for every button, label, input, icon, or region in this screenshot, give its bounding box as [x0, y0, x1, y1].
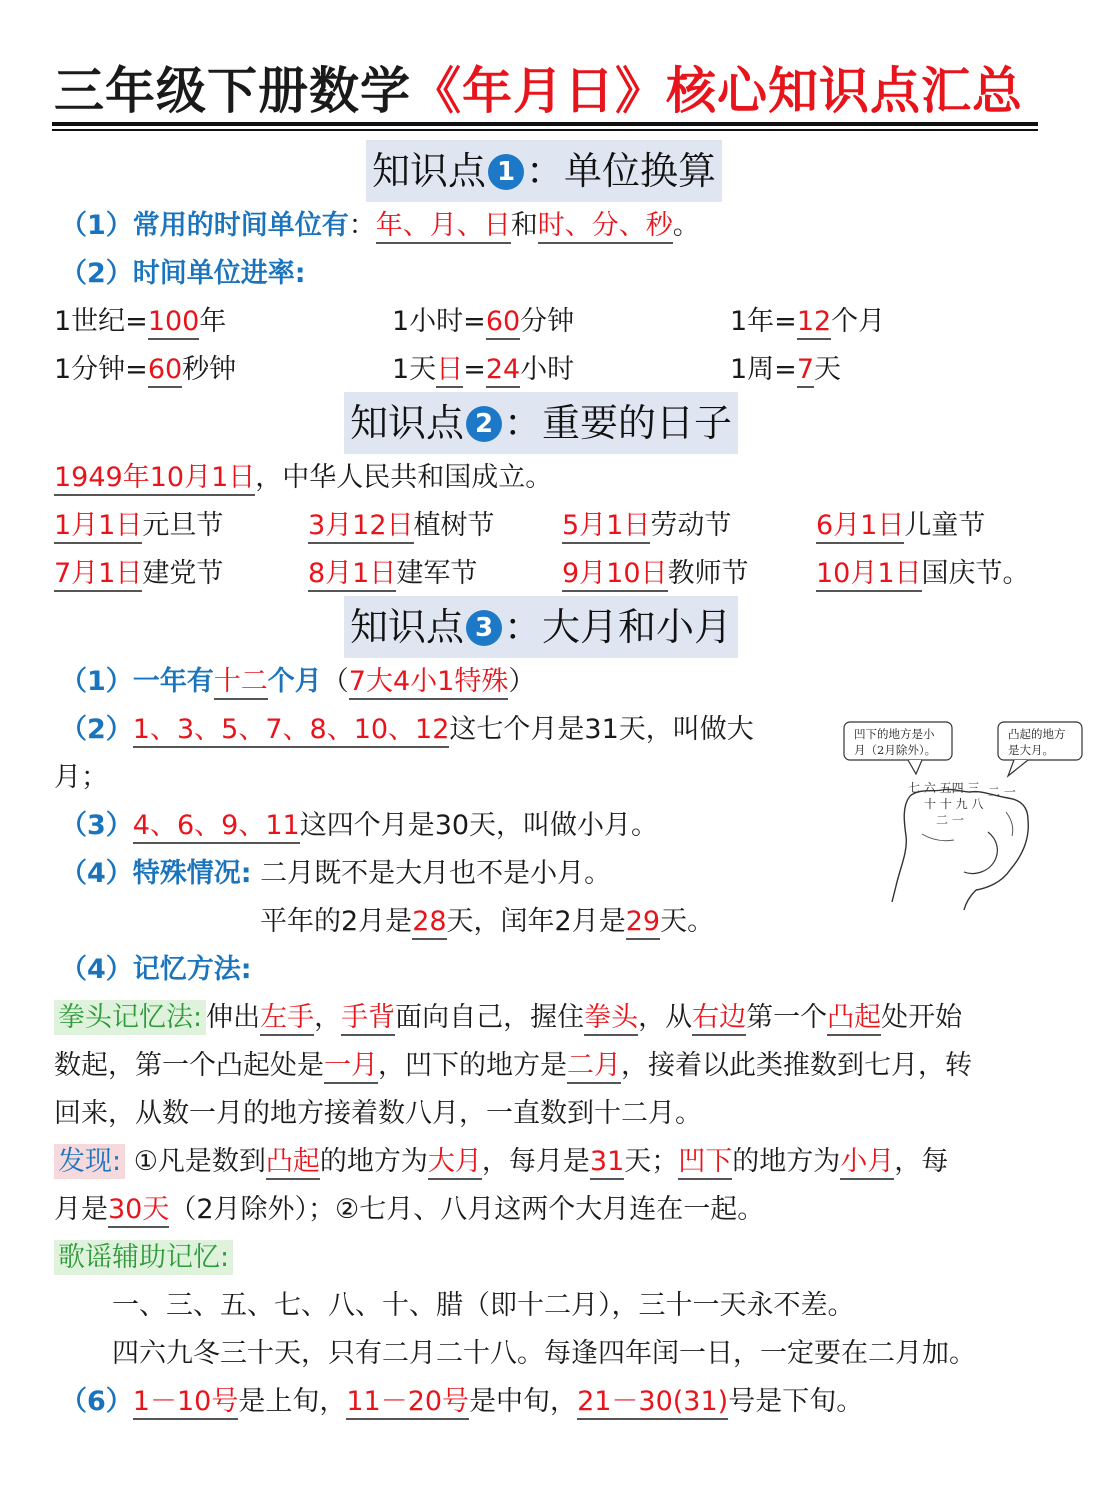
discovery-text: 月是 — [54, 1194, 108, 1225]
section-heading-1 — [366, 140, 722, 202]
rate-value: 100 — [148, 306, 200, 340]
units-line — [60, 206, 700, 246]
fist-keyword: 左手 — [260, 1002, 314, 1036]
rate-value: 日 — [436, 354, 463, 388]
section-heading-text: ：单位换算 — [526, 149, 717, 193]
rate-item — [54, 350, 236, 390]
item-label: （3） — [60, 810, 133, 841]
discovery-tag: 发现: — [54, 1144, 125, 1179]
discovery-text: 的地方为 — [732, 1146, 841, 1177]
ten-day-periods-line — [60, 1382, 863, 1422]
holiday-item — [54, 554, 223, 594]
number-badge-icon: 2 — [466, 406, 502, 442]
month-split: 7大4小1特殊 — [349, 666, 509, 700]
fist-keyword: 右边 — [692, 1002, 746, 1036]
holiday-item — [816, 554, 1030, 594]
section-heading-text: 知识点 — [372, 149, 487, 193]
period-range: 21－30(31) — [577, 1386, 728, 1420]
big-months-text: 这七个月是31天，叫做大 — [449, 714, 754, 745]
fist-text: ， — [314, 1002, 342, 1033]
song-tag: 歌谣辅助记忆: — [54, 1240, 233, 1275]
february-text: 天，闰年2月是 — [446, 906, 626, 937]
special-case-text: 二月既不是大月也不是小月。 — [251, 858, 612, 889]
rate-text: 1分钟= — [54, 354, 148, 385]
holiday-name: 劳动节 — [650, 510, 732, 541]
fist-keyword: 手背 — [341, 1002, 395, 1036]
holiday-item — [308, 506, 495, 546]
rate-text: 1周= — [730, 354, 797, 385]
rates-label-text: （2）时间单位进率: — [60, 258, 306, 289]
holiday-date: 5月1日 — [562, 510, 650, 544]
rate-text: 1小时= — [392, 306, 486, 337]
holiday-date: 3月12日 — [308, 510, 414, 544]
february-text: 平年的2月是 — [260, 906, 413, 937]
fist-text: 处开始 — [881, 1002, 963, 1033]
bubble-left-text: 凹下的地方是小 — [854, 727, 935, 741]
thumb-line — [964, 832, 997, 874]
founding-line — [54, 458, 552, 498]
discovery-text: ，每 — [894, 1146, 949, 1177]
section-heading-2 — [344, 392, 738, 454]
number-badge-icon: 1 — [488, 154, 524, 190]
period-text: 是中旬， — [469, 1386, 578, 1417]
holiday-name: 建军节 — [396, 558, 478, 589]
bubble-left-text: 月（2月除外）。 — [854, 743, 937, 757]
song-text: 一、三、五、七、八、十、腊（即十二月），三十一天永不差。 — [112, 1290, 855, 1321]
fist-month-labels: 七 六 五四 三 — [908, 781, 980, 795]
holiday-item — [308, 554, 477, 594]
discovery-keyword: 大月 — [428, 1146, 482, 1180]
fist-method-tag: 拳头记忆法: — [54, 1000, 206, 1035]
holiday-name: 植树节 — [413, 510, 495, 541]
fist-month-labels: 二 一 — [936, 813, 964, 827]
bubble-right-text: 是大月。 — [1008, 743, 1054, 757]
fist-text: 回来，从数一月的地方接着数八月，一直数到十二月。 — [54, 1098, 702, 1129]
rates-label — [60, 254, 306, 294]
fist-keyword: 一月 — [324, 1050, 378, 1084]
special-case-label: （4）特殊情况: — [60, 858, 252, 889]
holiday-date: 1月1日 — [54, 510, 142, 544]
fist-method-line-2 — [54, 1046, 972, 1086]
month-count-unit: 个月 — [267, 666, 322, 697]
holiday-date: 10月1日 — [816, 558, 922, 592]
knuckle-crease — [922, 834, 954, 841]
holiday-item — [562, 554, 749, 594]
discovery-text: ，每月是 — [481, 1146, 590, 1177]
fist-keyword: 凸起 — [827, 1002, 881, 1036]
holiday-name: 国庆节。 — [921, 558, 1030, 589]
month-count-line — [60, 662, 535, 702]
title-rule-thin — [52, 129, 1038, 131]
units-colon: ： — [348, 210, 376, 241]
section-heading-text: ：重要的日子 — [504, 401, 733, 445]
rate-item — [730, 302, 885, 342]
rate-item — [54, 302, 226, 342]
number-badge-icon: 3 — [466, 610, 502, 646]
big-months-cont — [54, 758, 108, 798]
big-months-line — [60, 710, 754, 750]
holiday-name: 元旦节 — [142, 510, 224, 541]
memory-method-text: （4）记忆方法: — [60, 954, 252, 985]
page-title — [54, 58, 1044, 124]
section-heading-3 — [344, 596, 738, 658]
memory-method-label — [60, 950, 252, 990]
discovery-keyword: 31 — [590, 1146, 624, 1180]
holiday-date: 8月1日 — [308, 558, 396, 592]
big-months-cont-text: 月； — [54, 762, 108, 793]
discovery-text: （2月除外）；②七月、八月这两个大月连在一起。 — [169, 1194, 765, 1225]
fist-text: ，接着以此类推数到七月，转 — [621, 1050, 972, 1081]
holiday-date: 9月10日 — [562, 558, 668, 592]
fist-method-line-1 — [54, 998, 962, 1038]
holiday-date: 6月1日 — [816, 510, 904, 544]
small-months-line — [60, 806, 658, 846]
fist-keyword: 二月 — [567, 1050, 621, 1084]
holiday-item — [54, 506, 223, 546]
rate-item — [730, 350, 841, 390]
period-range: 11－20号 — [346, 1386, 469, 1420]
fist-outline-wrist — [964, 890, 976, 910]
section-heading-text: ：大月和小月 — [504, 605, 733, 649]
small-months-text: 这四个月是30天，叫做小月。 — [299, 810, 659, 841]
paren: ） — [508, 666, 536, 697]
rate-value: 24 — [486, 354, 520, 388]
song-line-1 — [112, 1286, 855, 1326]
big-months-list: 1、3、5、7、8、10、12 — [133, 714, 450, 748]
rate-unit: 年 — [199, 306, 227, 337]
knuckle-crease — [1006, 812, 1013, 836]
title-highlight: 《年月日》 — [411, 62, 666, 120]
units-b: 时、分、秒 — [538, 210, 673, 244]
units-and: 和 — [510, 210, 538, 241]
february-text: 天。 — [660, 906, 715, 937]
discovery-text: 天； — [624, 1146, 679, 1177]
february-line — [260, 902, 714, 942]
discovery-line-1 — [54, 1142, 948, 1182]
paren: （ — [321, 666, 349, 697]
february-common-days: 28 — [412, 906, 446, 940]
february-leap-days: 29 — [626, 906, 660, 940]
song-text: 四六九冬三十天，只有二月二十八。每逢四年闰一日，一定要在二月加。 — [112, 1338, 976, 1369]
rate-text: 1世纪= — [54, 306, 148, 337]
title-rule-thick — [52, 122, 1038, 126]
small-months-list: 4、6、9、11 — [133, 810, 300, 844]
section-heading-text: 知识点 — [350, 401, 465, 445]
month-count-label: （1）一年有 — [60, 666, 214, 697]
song-tag-line — [54, 1238, 233, 1278]
discovery-keyword: 凸起 — [266, 1146, 320, 1180]
holiday-item — [816, 506, 985, 546]
rate-value: 7 — [797, 354, 814, 388]
founding-text: ，中华人民共和国成立。 — [255, 462, 553, 493]
rate-unit: 个月 — [831, 306, 886, 337]
discovery-keyword: 小月 — [840, 1146, 894, 1180]
song-line-2 — [112, 1334, 976, 1374]
units-a: 年、月、日 — [376, 210, 511, 244]
rate-value: 12 — [797, 306, 831, 340]
fist-text: 面向自己，握住 — [395, 1002, 585, 1033]
bubble-right-tail — [1008, 760, 1028, 776]
discovery-text: ①凡是数到 — [125, 1146, 266, 1177]
rate-unit: 分钟 — [520, 306, 575, 337]
fist-text: 伸出 — [206, 1002, 261, 1033]
discovery-keyword: 30天 — [108, 1194, 169, 1228]
units-label: （1）常用的时间单位有 — [60, 210, 349, 241]
bubble-right-text: 凸起的地方 — [1008, 727, 1066, 741]
holiday-name: 建党节 — [142, 558, 224, 589]
rate-unit: 秒钟 — [182, 354, 237, 385]
period-text: 号是下旬。 — [728, 1386, 864, 1417]
fist-method-line-3 — [54, 1094, 702, 1134]
discovery-text: 的地方为 — [319, 1146, 428, 1177]
holiday-date: 7月1日 — [54, 558, 142, 592]
units-end: 。 — [672, 210, 700, 241]
title-suffix: 核心知识点汇总 — [666, 62, 1023, 120]
rate-item — [392, 302, 574, 342]
fist-text: ，从 — [638, 1002, 693, 1033]
fist-illustration — [838, 712, 1088, 912]
fist-text: 数起，第一个凸起处是 — [54, 1050, 324, 1081]
rate-item — [392, 350, 574, 390]
period-text: 是上旬， — [238, 1386, 347, 1417]
month-count-value: 十二 — [214, 666, 268, 700]
fist-month-labels: 十 十 九 八 — [924, 797, 984, 811]
fist-text: ，凹下的地方是 — [378, 1050, 567, 1081]
holiday-name: 教师节 — [667, 558, 749, 589]
founding-date: 1949年10月1日 — [54, 462, 255, 496]
item-label: （2） — [60, 714, 133, 745]
fist-text: 第一个 — [746, 1002, 828, 1033]
rate-text: = — [463, 354, 486, 385]
discovery-line-2 — [54, 1190, 764, 1230]
rate-unit: 天 — [814, 354, 841, 385]
fist-outline-left — [892, 796, 910, 902]
holiday-item — [562, 506, 731, 546]
rate-text: 1年= — [730, 306, 797, 337]
discovery-keyword: 凹下 — [678, 1146, 732, 1180]
holiday-name: 儿童节 — [904, 510, 986, 541]
fist-month-labels: 二 一 — [988, 785, 1016, 799]
rate-unit: 小时 — [520, 354, 575, 385]
rate-value: 60 — [148, 354, 182, 388]
title-prefix: 三年级下册数学 — [54, 62, 411, 120]
section-heading-text: 知识点 — [350, 605, 465, 649]
period-range: 1－10号 — [133, 1386, 239, 1420]
item-label: （6） — [60, 1386, 133, 1417]
special-case-line — [60, 854, 611, 894]
fist-keyword: 拳头 — [584, 1002, 638, 1036]
bubble-left-tail — [908, 760, 922, 774]
rate-value: 60 — [486, 306, 520, 340]
rate-text: 1天 — [392, 354, 437, 385]
